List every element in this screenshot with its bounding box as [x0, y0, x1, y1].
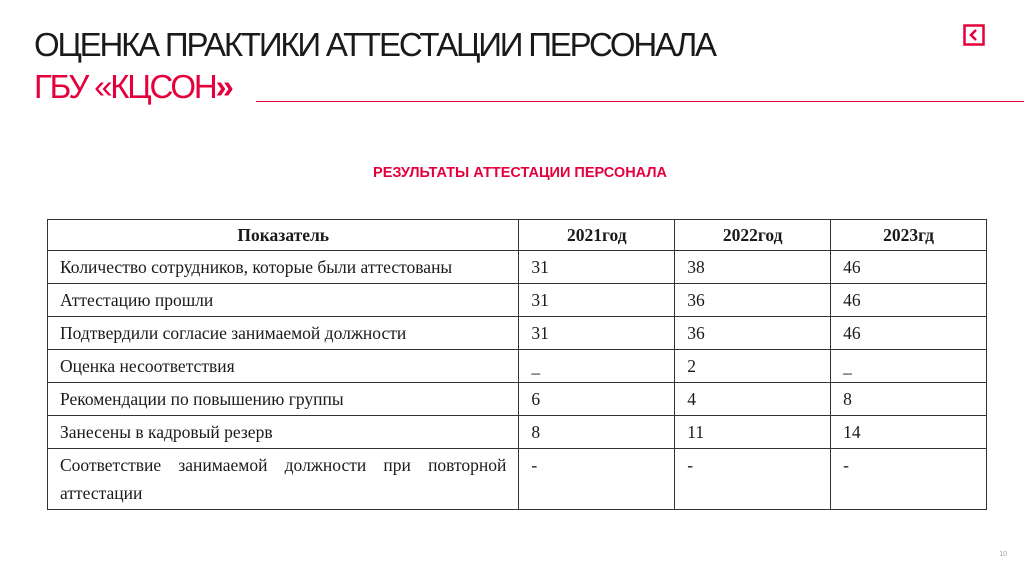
value-2023: 46	[831, 251, 987, 284]
value-2022: 4	[675, 383, 831, 416]
table-row	[48, 416, 987, 449]
table-caption: РЕЗУЛЬТАТЫ АТТЕСТАЦИИ ПЕРСОНАЛА	[373, 165, 667, 181]
row-label: Оценка несоответствия	[48, 350, 519, 383]
value-2021: _	[519, 350, 675, 383]
table-header-row	[48, 220, 987, 251]
value-2022: -	[675, 449, 831, 510]
value-2021: 31	[519, 284, 675, 317]
value-2023: -	[831, 449, 987, 510]
title-underline	[256, 101, 1024, 102]
value-2022: 38	[675, 251, 831, 284]
table-row	[48, 317, 987, 350]
value-2021: 31	[519, 251, 675, 284]
value-2022: 36	[675, 284, 831, 317]
attestation-results-table	[47, 219, 987, 510]
value-2021: -	[519, 449, 675, 510]
value-2021: 31	[519, 317, 675, 350]
value-2021: 6	[519, 383, 675, 416]
page-number: 10	[999, 551, 1007, 558]
value-2022: 36	[675, 317, 831, 350]
organization-name: ГБУ «КЦСОН	[34, 68, 216, 105]
row-label: Количество сотрудников, которые были аттестованы	[48, 251, 519, 284]
back-arrow-box-icon[interactable]	[963, 24, 985, 46]
page-title-line2	[34, 68, 230, 106]
table-row	[48, 383, 987, 416]
value-2023: 14	[831, 416, 987, 449]
value-2023: _	[831, 350, 987, 383]
value-2023: 46	[831, 284, 987, 317]
page-title-line1: ОЦЕНКА ПРАКТИКИ АТТЕСТАЦИИ ПЕРСОНАЛА	[34, 26, 715, 63]
row-label: Подтвердили согласие занимаемой должности	[48, 317, 519, 350]
value-2023: 46	[831, 317, 987, 350]
table-row	[48, 449, 987, 510]
value-2021: 8	[519, 416, 675, 449]
table-row	[48, 284, 987, 317]
table-row	[48, 251, 987, 284]
value-2022: 11	[675, 416, 831, 449]
row-label: Соответствие занимаемой должности при повторной аттестации	[48, 449, 519, 510]
closing-quote: »	[215, 68, 230, 105]
column-header-2023: 2023гд	[831, 220, 987, 251]
row-label: Аттестацию прошли	[48, 284, 519, 317]
row-label: Занесены в кадровый резерв	[48, 416, 519, 449]
row-label: Рекомендации по повышению группы	[48, 383, 519, 416]
column-header-indicator: Показатель	[48, 220, 519, 251]
value-2023: 8	[831, 383, 987, 416]
column-header-2021: 2021год	[519, 220, 675, 251]
column-header-2022: 2022год	[675, 220, 831, 251]
value-2022: 2	[675, 350, 831, 383]
table-row	[48, 350, 987, 383]
